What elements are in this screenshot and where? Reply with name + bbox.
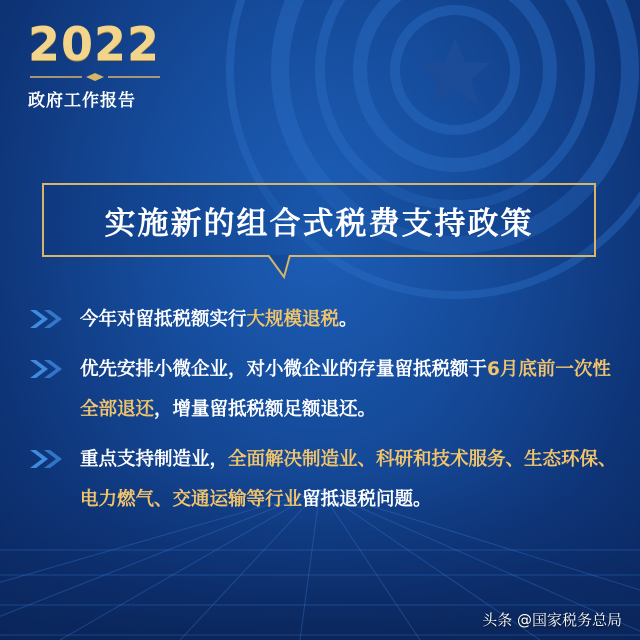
speech-tail-icon: [266, 255, 306, 281]
text-segment: 。: [339, 309, 358, 330]
text-segment: 今年对留抵税额实行: [80, 309, 247, 330]
list-item: [28, 440, 628, 520]
text-segment: 重点支持制造业，: [80, 449, 229, 470]
highlight-text: 全面解决制造业、科研和技术服务、生态环保、电力燃气、交通运输等行业: [80, 449, 617, 510]
double-chevron-icon: [28, 308, 68, 330]
highlight-text: 6月底前一次性全部退还: [80, 359, 611, 420]
bullet-text: [80, 350, 628, 430]
text-segment: 优先安排小微企业，对小微企业的存量留抵税额于: [80, 359, 488, 380]
footer-watermark: 头条 @国家税务总局: [482, 611, 622, 629]
bullet-text: [80, 440, 628, 520]
text-segment: ，增量留抵税额足额退还。: [154, 399, 377, 420]
double-chevron-icon: [28, 358, 68, 380]
highlight-text: 大规模退税: [246, 309, 340, 330]
title-box: [42, 183, 596, 257]
badge-divider-icon: [30, 72, 160, 82]
double-chevron-icon: [28, 448, 68, 470]
star-icon: [419, 38, 491, 104]
bullet-list: [28, 300, 628, 530]
bullet-text: [80, 300, 628, 340]
badge-subtitle: 政府工作报告: [28, 91, 136, 111]
page-title: 实施新的组合式税费支持政策: [104, 205, 534, 242]
list-item: [28, 350, 628, 430]
report-badge: [28, 18, 178, 111]
list-item: [28, 300, 628, 340]
text-segment: 留抵退税问题。: [302, 489, 432, 510]
badge-year: 2022: [28, 17, 161, 71]
